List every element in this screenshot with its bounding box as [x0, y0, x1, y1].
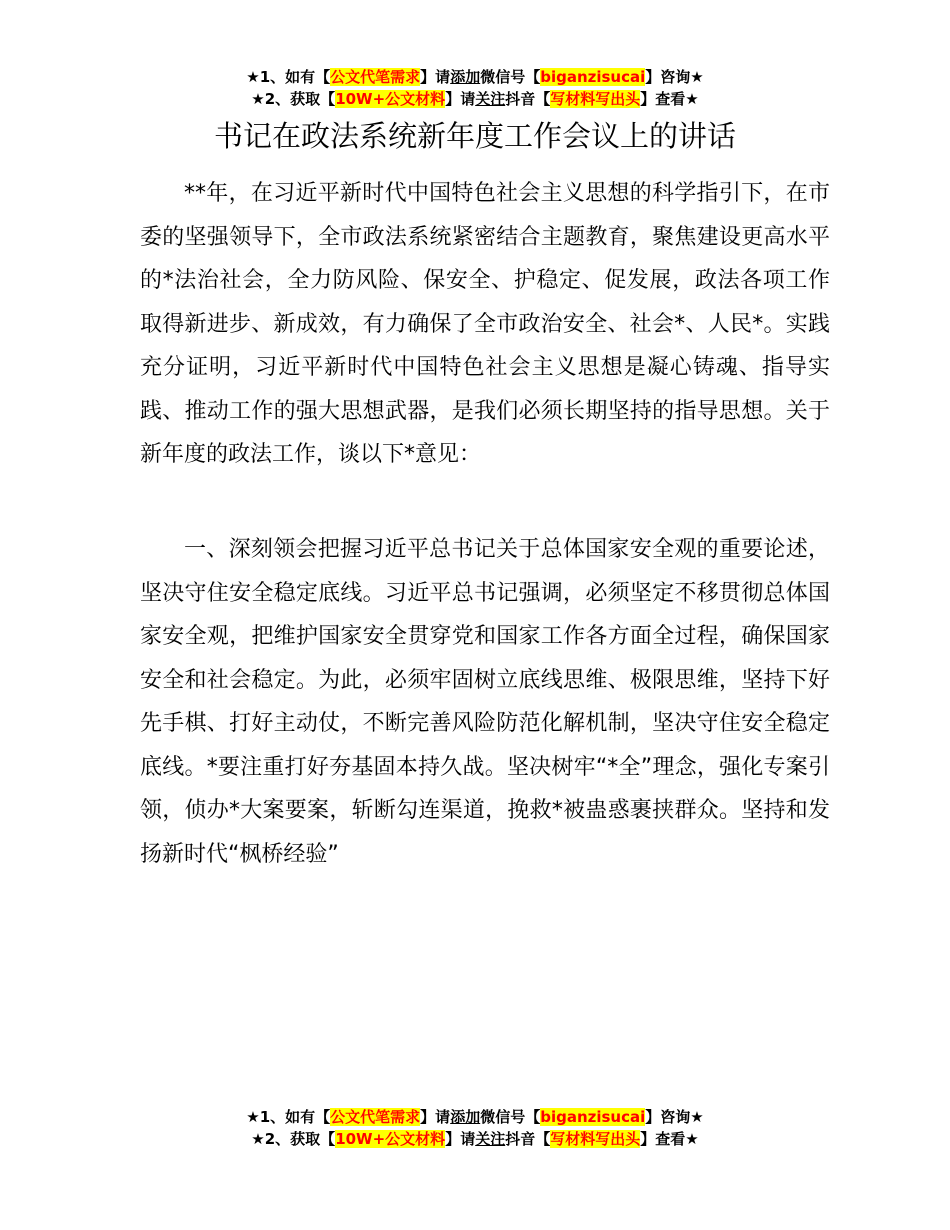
document-title: 书记在政法系统新年度工作会议上的讲话 [213, 119, 736, 153]
promo-line-1-mid: 】请 [420, 1108, 451, 1126]
promo-line-1-mid2: 微信号【 [480, 1108, 541, 1126]
promo-line-2-mid: 】请 [445, 90, 476, 108]
body-paragraph-section-one: 一、深刻领会把握习近平总书记关于总体国家安全观的重要论述，坚决守住安全稳定底线。习近平总书记强调，必须坚定不移贯彻总体国家安全观，把维护国家安全贯穿党和国家工作各方面全过程，确保国家安全和社会稳定。为此，必须牢固树立底线思维、极限思维，坚持下好先手棋、打好主动仗，不断完善风险防范化解机制，坚决守住安全稳定底线。*要注重打好夯基固本持久战。坚决树牢“*全”理念，强化专案引领，侦办*大案要案，斩断勾连渠道，挽救*被蛊惑裹挟群众。坚持和发扬新时代“枫桥经验” [140, 537, 830, 867]
promo-line-2-mid2: 抖音【 [505, 90, 551, 108]
promo-line-1 [0, 1106, 950, 1128]
promo-line-2-suffix: 】查看★ [640, 1130, 699, 1148]
promo-line-1-mid2: 微信号【 [480, 68, 541, 86]
promo-line-2-prefix: ★2、获取【 [251, 90, 336, 108]
promo-line-1-prefix: ★1、如有【 [246, 68, 331, 86]
promo-line-2-highlight-douyin: 写材料写出头 [550, 90, 641, 108]
promo-line-2-highlight-douyin: 写材料写出头 [550, 1130, 641, 1148]
promo-line-1-emphasis: 添加 [450, 68, 481, 86]
promo-line-1-highlight-service: 公文代笔需求 [330, 68, 421, 86]
promo-line-2-prefix: ★2、获取【 [251, 1130, 336, 1148]
promo-line-1-prefix: ★1、如有【 [246, 1108, 331, 1126]
promo-line-2-mid: 】请 [445, 1130, 476, 1148]
body-paragraph-intro: **年，在习近平新时代中国特色社会主义思想的科学指引下，在市委的坚强领导下，全市政法系统紧密结合主题教育，聚焦建设更高水平的*法治社会，全力防风险、保安全、护稳定、促发展，政法各项工作取得新进步、新成效，有力确保了全市政治安全、社会*、人民*。实践充分证明，习近平新时代中国特色社会主义思想是凝心铸魂、指导实践、推动工作的强大思想武器，是我们必须长期坚持的指导思想。关于新年度的政法工作，谈以下*意见： [140, 181, 830, 467]
promo-line-2 [0, 88, 950, 110]
promo-line-2 [0, 1128, 950, 1150]
promo-line-2-highlight-materials: 10W+公文材料 [335, 90, 446, 108]
promo-line-2-emphasis: 关注 [475, 90, 506, 108]
promo-line-1-highlight-wechat: biganzisucai [540, 68, 646, 86]
promo-line-1-mid: 】请 [420, 68, 451, 86]
promo-line-1-emphasis: 添加 [450, 1108, 481, 1126]
promo-line-2-highlight-materials: 10W+公文材料 [335, 1130, 446, 1148]
promo-line-1-highlight-wechat: biganzisucai [540, 1108, 646, 1126]
promo-line-1-suffix: 】咨询★ [645, 68, 704, 86]
footer-promo-banner [0, 1106, 950, 1150]
promo-line-2-mid2: 抖音【 [505, 1130, 551, 1148]
header-promo-banner [0, 66, 950, 110]
promo-line-1-suffix: 】咨询★ [645, 1108, 704, 1126]
promo-line-2-suffix: 】查看★ [640, 90, 699, 108]
promo-line-1-highlight-service: 公文代笔需求 [330, 1108, 421, 1126]
promo-line-2-emphasis: 关注 [475, 1130, 506, 1148]
promo-line-1 [0, 66, 950, 88]
